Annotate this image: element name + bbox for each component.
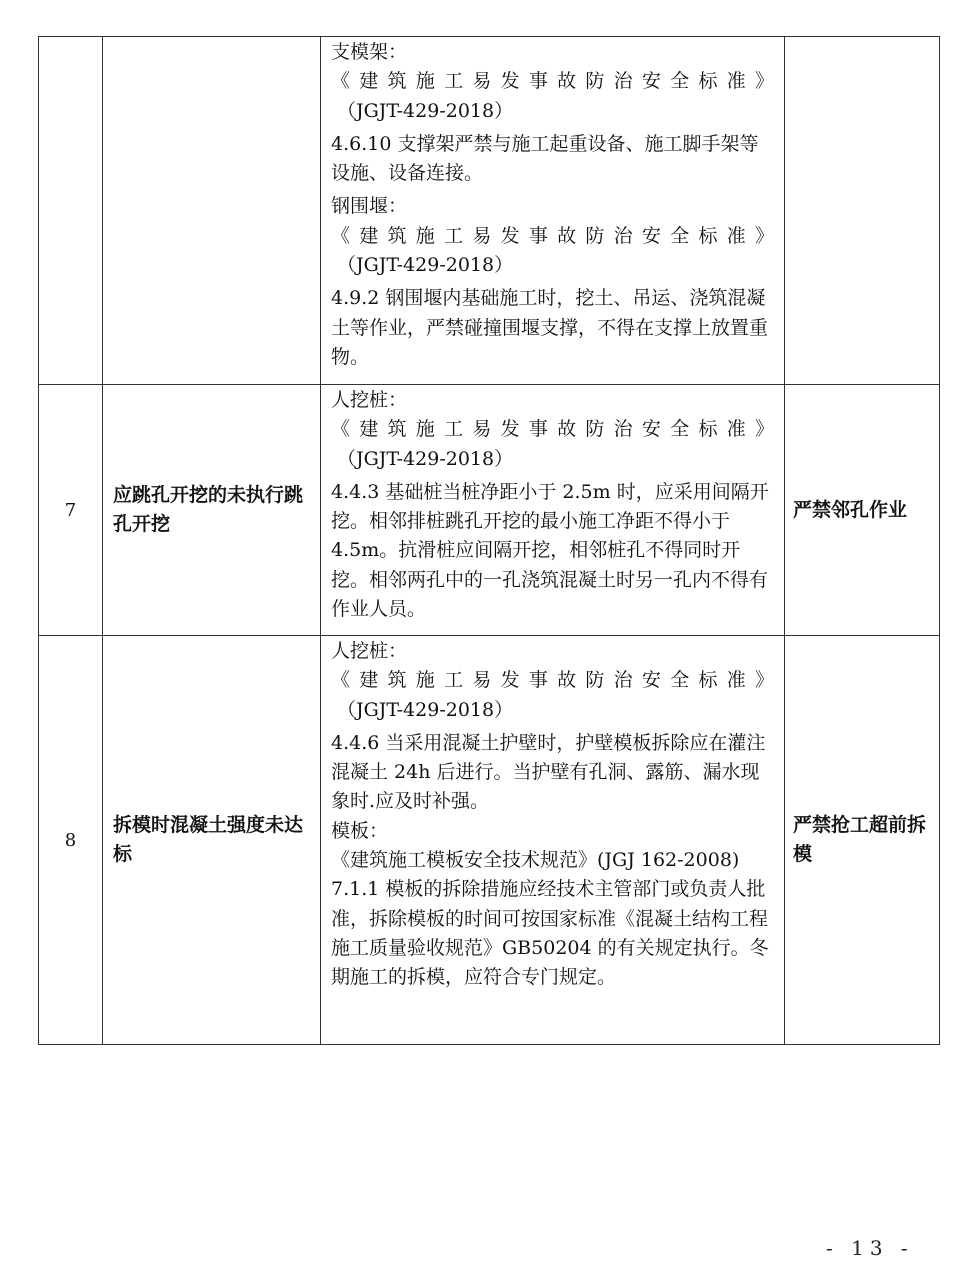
standard-code: （JGJT-429-2018） xyxy=(337,447,514,470)
standard-title: 《建筑施工易发事故防治安全标准》 xyxy=(331,669,774,692)
basis-category: 钢围堰： xyxy=(331,195,408,218)
table-row xyxy=(39,385,940,636)
standard-code: （JGJT-429-2018） xyxy=(337,254,514,277)
row-number: 8 xyxy=(39,636,103,1045)
basis-category: 支模架： xyxy=(331,41,408,63)
control-measure xyxy=(785,37,940,385)
control-measure: 严禁抢工超前拆模 xyxy=(785,636,940,1045)
standard-code: （JGJT-429-2018） xyxy=(337,99,514,122)
standard-title: 《建筑施工模板安全技术规范》(JGJ 162-2008) xyxy=(331,849,740,872)
clause-text: 4.4.3 基础桩当桩净距小于 2.5m 时，应采用间隔开挖。相邻排桩跳孔开挖的最小施工净距不得小于 4.5m。抗滑桩应间隔开挖，相邻桩孔不得同时开挖。相邻两孔中的一孔浇筑混凝土时另一孔内不得有作业人员。 xyxy=(331,480,769,621)
standard-basis xyxy=(321,385,785,636)
control-measure: 严禁邻孔作业 xyxy=(785,385,940,636)
page-number: - 13 - xyxy=(826,1236,914,1260)
clause-text: 4.6.10 支撑架严禁与施工起重设备、施工脚手架等设施、设备连接。 xyxy=(331,132,759,185)
standard-title: 《建筑施工易发事故防治安全标准》 xyxy=(331,70,774,93)
clause-text: 4.9.2 钢围堰内基础施工时，挖土、吊运、浇筑混凝土等作业，严禁碰撞围堰支撑，不得在支撑上放置重物。 xyxy=(331,287,769,368)
basis-category: 人挖桩： xyxy=(331,640,408,662)
standard-title: 《建筑施工易发事故防治安全标准》 xyxy=(331,418,774,441)
table-row xyxy=(39,37,940,385)
basis-category: 人挖桩： xyxy=(331,389,408,411)
standard-basis xyxy=(321,636,785,1045)
hazard-description: 应跳孔开挖的未执行跳孔开挖 xyxy=(103,385,321,636)
clause-text: 4.4.6 当采用混凝土护壁时，护壁模板拆除应在灌注混凝土 24h 后进行。当护壁有孔洞、露筋、漏水现象时.应及时补强。 xyxy=(331,731,766,813)
basis-category: 模板： xyxy=(331,819,389,842)
row-number: 7 xyxy=(39,385,103,636)
standard-title: 《建筑施工易发事故防治安全标准》 xyxy=(331,224,774,247)
hazard-description: 拆模时混凝土强度未达标 xyxy=(103,636,321,1045)
standard-code: （JGJT-429-2018） xyxy=(337,698,514,721)
table-row xyxy=(39,636,940,1045)
row-number xyxy=(39,37,103,385)
hazard-description xyxy=(103,37,321,385)
hazard-standards-table xyxy=(38,36,940,1045)
standard-basis xyxy=(321,37,785,385)
clause-text: 7.1.1 模板的拆除措施应经技术主管部门或负责人批准，拆除模板的时间可按国家标准《混凝土结构工程施工质量验收规范》GB50204 的有关规定执行。冬期施工的拆模，应符合专门规定。 xyxy=(331,878,769,989)
